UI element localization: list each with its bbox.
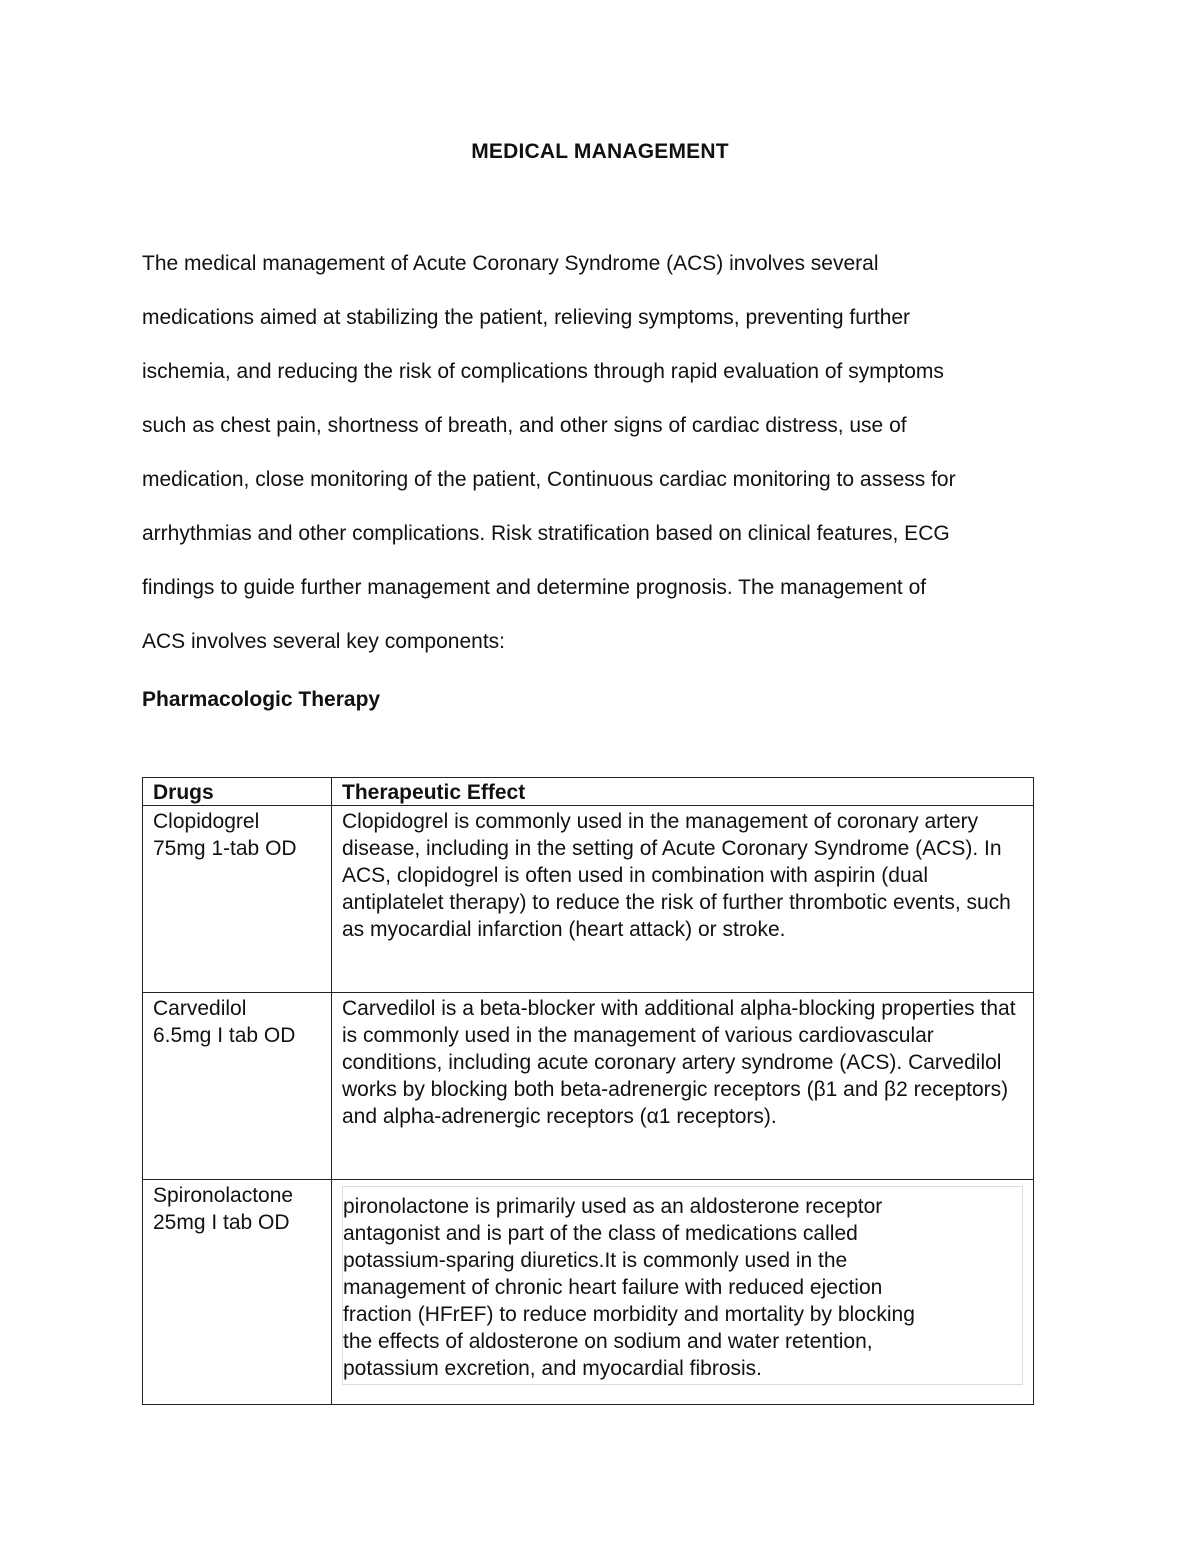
intro-line: The medical management of Acute Coronary Syndrome (ACS) involves several [142, 252, 879, 275]
drug-dose: 25mg I tab OD [153, 1211, 290, 1234]
intro-line: findings to guide further management and determine prognosis. The management of [142, 576, 927, 599]
drug-name: Clopidogrel [153, 810, 260, 833]
effect-line: management of chronic heart failure with reduced ejection [343, 1276, 883, 1299]
drug-table [142, 777, 1034, 1405]
intro-line: such as chest pain, shortness of breath, and other signs of cardiac distress, use of [142, 414, 907, 437]
effect-cell: Carvedilol is a beta-blocker with additional alpha-blocking properties that is commonly used in the management of various cardiovascular conditions, including acute coronary artery syndrome (ACS). Carvedilol works by blocking both beta-adrenergic receptors (β1 and β2 receptors) and alpha-adrenergic receptors (α1 receptors). [332, 993, 1034, 1180]
intro-line: ACS involves several key components: [142, 630, 505, 653]
effect-line: pironolactone is primarily used as an aldosterone receptor [343, 1195, 883, 1218]
effect-line: antagonist and is part of the class of medications called [343, 1222, 858, 1245]
effect-cell [332, 1180, 1034, 1405]
effect-line: potassium-sparing diuretics.It is commonly used in the [343, 1249, 848, 1272]
table-row [143, 1180, 1034, 1405]
effect-line: potassium excretion, and myocardial fibrosis. [343, 1357, 763, 1380]
header-therapeutic-effect: Therapeutic Effect [332, 778, 1034, 806]
pasted-text-box [342, 1186, 1023, 1385]
intro-line: medication, close monitoring of the patient, Continuous cardiac monitoring to assess for [142, 468, 956, 491]
page-title: MEDICAL MANAGEMENT [471, 140, 729, 163]
intro-line: medications aimed at stabilizing the patient, relieving symptoms, preventing further [142, 306, 911, 329]
drug-cell [143, 806, 332, 993]
table-row [143, 993, 1034, 1180]
table-header-row [143, 778, 1034, 806]
effect-line: the effects of aldosterone on sodium and water retention, [343, 1330, 873, 1353]
effect-cell: Clopidogrel is commonly used in the management of coronary artery disease, including in the setting of Acute Coronary Syndrome (ACS). In ACS, clopidogrel is often used in combination with aspirin (dual antiplatelet therapy) to reduce the risk of further thrombotic events, such as myocardial infarction (heart attack) or stroke. [332, 806, 1034, 993]
table-row [143, 806, 1034, 993]
intro-paragraph [142, 237, 1062, 669]
header-drugs: Drugs [143, 778, 332, 806]
drug-dose: 75mg 1-tab OD [153, 837, 297, 860]
effect-line: fraction (HFrEF) to reduce morbidity and mortality by blocking [343, 1303, 915, 1326]
drug-cell [143, 1180, 332, 1405]
intro-line: arrhythmias and other complications. Risk stratification based on clinical features, ECG [142, 522, 950, 545]
drug-name: Carvedilol [153, 997, 247, 1020]
drug-dose: 6.5mg I tab OD [153, 1024, 296, 1047]
section-heading: Pharmacologic Therapy [142, 688, 381, 711]
drug-cell [143, 993, 332, 1180]
intro-line: ischemia, and reducing the risk of complications through rapid evaluation of symptoms [142, 360, 944, 383]
drug-name: Spironolactone [153, 1184, 294, 1207]
